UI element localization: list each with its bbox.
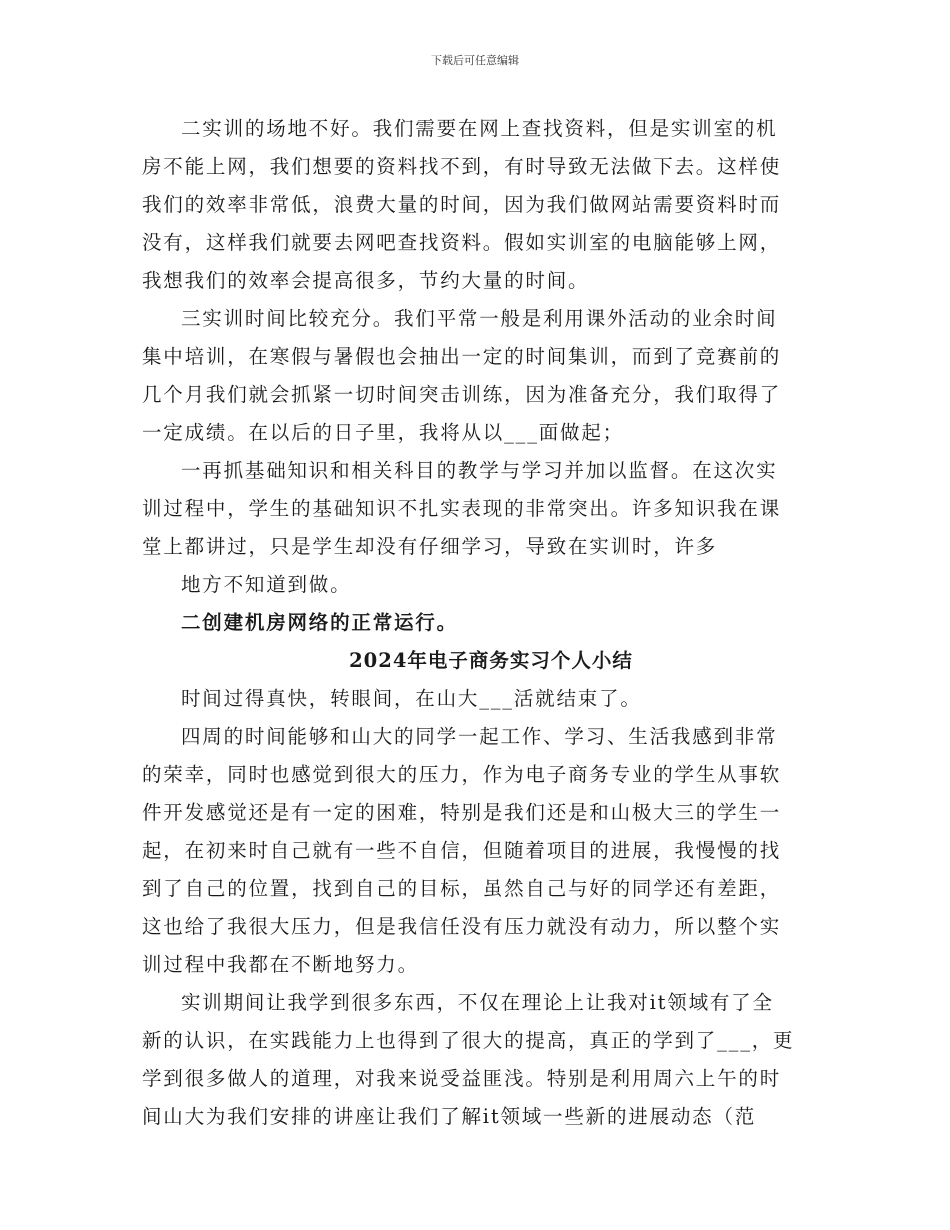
text-line: 我们的效率非常低，浪费大量的时间，因为我们做网站需要资料时而 bbox=[142, 193, 782, 216]
text-line: 二实训的场地不好。我们需要在网上查找资料，但是实训室的机 bbox=[181, 117, 778, 140]
paragraph-venue bbox=[142, 110, 810, 300]
page-header-note: 下载后可任意编辑 bbox=[431, 54, 519, 67]
document-body bbox=[142, 110, 810, 1136]
document-title: 2024年电子商务实习个人小结 bbox=[349, 649, 633, 672]
text-line: 一再抓基础知识和相关科目的教学与学习并加以监督。在这次实 bbox=[181, 459, 778, 482]
text-line: 四周的时间能够和山大的同学一起工作、学习、生活我感到非常 bbox=[181, 725, 778, 748]
paragraph-learnings bbox=[142, 984, 810, 1136]
paragraph-basics bbox=[142, 452, 810, 566]
paragraph-time bbox=[142, 300, 810, 452]
text-line: 一定成绩。在以后的日子里，我将从以___面做起； bbox=[142, 421, 624, 444]
text-line: 三实训时间比较充分。我们平常一般是利用课外活动的业余时间 bbox=[181, 307, 778, 330]
text-line: 学到很多做人的道理，对我来说受益匪浅。特别是利用周六上午的时 bbox=[142, 1067, 782, 1090]
paragraph-four-weeks bbox=[142, 718, 810, 984]
text-line: 集中培训，在寒假与暑假也会抽出一定的时间集训，而到了竞赛前的 bbox=[142, 345, 782, 368]
text-line: 堂上都讲过，只是学生却没有仔细学习，导致在实训时，许多 bbox=[142, 535, 718, 558]
text-line: 训过程中，学生的基础知识不扎实表现的非常突出。许多知识我在课 bbox=[142, 497, 782, 520]
text-line: 件开发感觉还是有一定的困难，特别是我们还是和山极大三的学生一 bbox=[142, 801, 782, 824]
text-line: 实训期间让我学到很多东西，不仅在理论上让我对it领域有了全 bbox=[181, 991, 774, 1014]
paragraph-intro: 时间过得真快，转眼间，在山大___活就结束了。 bbox=[181, 687, 642, 710]
paragraph-continuation: 地方不知道到做。 bbox=[181, 573, 352, 596]
text-line: 的荣幸，同时也感觉到很大的压力，作为电子商务专业的学生从事软 bbox=[142, 763, 782, 786]
text-line: 间山大为我们安排的讲座让我们了解it领域一些新的进展动态（范 bbox=[142, 1105, 757, 1128]
text-line: 房不能上网，我们想要的资料找不到，有时导致无法做下去。这样使 bbox=[142, 155, 782, 178]
text-line: 我想我们的效率会提高很多，节约大量的时间。 bbox=[142, 269, 590, 292]
text-line: 没有，这样我们就要去网吧查找资料。假如实训室的电脑能够上网， bbox=[142, 231, 782, 254]
text-line: 几个月我们就会抓紧一切时间突击训练，因为准备充分，我们取得了 bbox=[142, 383, 782, 406]
text-line: 新的认识，在实践能力上也得到了很大的提高，真正的学到了___，更 bbox=[142, 1029, 795, 1052]
text-line: 起，在初来时自己就有一些不自信，但随着项目的进展，我慢慢的找 bbox=[142, 839, 782, 862]
text-line: 到了自己的位置，找到自己的目标，虽然自己与好的同学还有差距， bbox=[142, 877, 782, 900]
text-line: 这也给了我很大压力，但是我信任没有压力就没有动力，所以整个实 bbox=[142, 915, 782, 938]
text-line: 训过程中我都在不断地努力。 bbox=[142, 953, 419, 976]
paragraph-network-heading: 二创建机房网络的正常运行。 bbox=[181, 611, 458, 634]
